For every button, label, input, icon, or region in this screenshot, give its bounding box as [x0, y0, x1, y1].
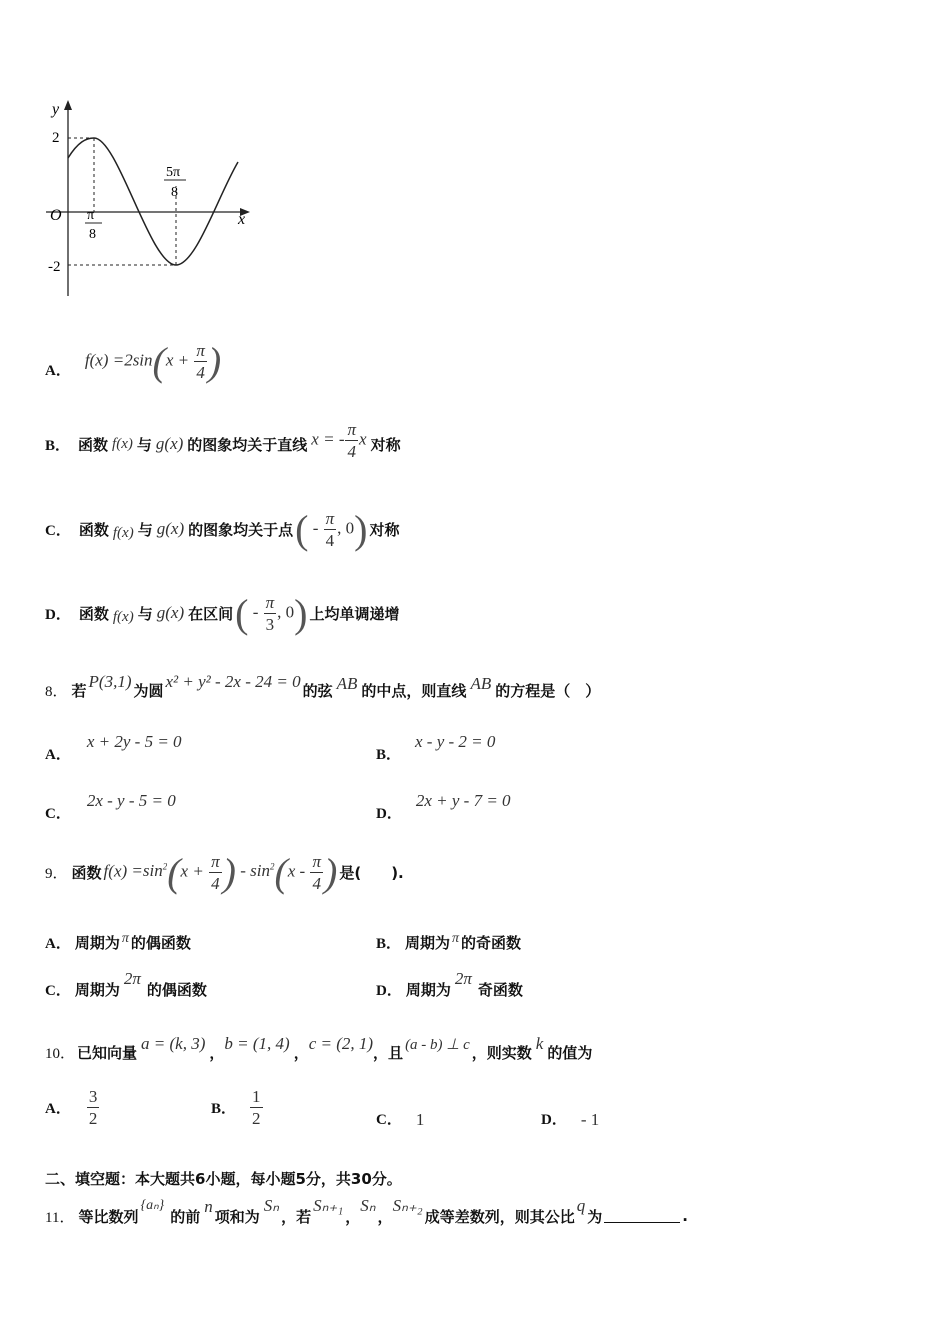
question-number: 8． [45, 683, 68, 700]
comma: ， [345, 1207, 361, 1226]
question-10 [45, 1030, 592, 1064]
f-x: f(x) [112, 608, 134, 625]
option-label: C． [45, 982, 71, 999]
option-expr: f(x) =2sin(x + $\frac{\pi}{4}$ ) [84, 338, 222, 384]
comma: ， [377, 1207, 393, 1226]
q8-option-c [45, 787, 176, 823]
origin-label: O [50, 207, 62, 224]
q10-option-d [541, 1106, 599, 1130]
question-text: 的方程是（ ） [495, 681, 601, 700]
option-label: D． [376, 805, 402, 822]
q9-option-b [376, 930, 521, 954]
line-equation: x = - $\frac{\pi}{4}$ x [311, 419, 367, 461]
xtick1-den: 8 [89, 227, 96, 242]
option-label: B． [376, 746, 402, 763]
option-label: B． [376, 935, 402, 952]
denominator: 2 [252, 1108, 261, 1128]
option-text: 函数 [78, 604, 109, 623]
max-label: 2 [52, 130, 60, 146]
question-text: 函数 [71, 863, 102, 882]
option-value: - 1 [580, 1110, 600, 1129]
f-x: f(x) [112, 435, 133, 452]
fraction-one-half [250, 1088, 263, 1127]
numerator: 3 [88, 1086, 98, 1106]
q7-option-c [45, 503, 400, 555]
point-p: P(3,1) [88, 672, 132, 691]
question-text: . [682, 1207, 688, 1225]
period-value: 2π [123, 969, 141, 988]
question-text: 项和为 [214, 1207, 260, 1226]
option-expr: 2x + y - 7 = 0 [415, 791, 511, 810]
option-text: 函数 [78, 520, 109, 539]
y-axis-arrow [64, 100, 72, 110]
question-text: 的弦 [302, 681, 333, 700]
answer-blank[interactable] [604, 1208, 680, 1223]
option-text: 的奇函数 [461, 933, 522, 952]
option-text: 奇函数 [477, 980, 523, 999]
option-text: 周期为 [74, 933, 120, 952]
variable-n: n [204, 1197, 213, 1216]
option-text: 的偶函数 [146, 980, 207, 999]
y-axis-label: y [52, 101, 60, 118]
question-text: 是( ). [339, 863, 404, 882]
question-text: 若 [71, 681, 87, 700]
q10-option-b [211, 1082, 264, 1132]
q8-option-b [376, 728, 495, 764]
option-text: 与 [137, 604, 153, 623]
option-label: C． [376, 1111, 402, 1128]
question-number: 11． [45, 1209, 75, 1226]
option-text: 函数 [78, 435, 109, 454]
option-label: A． [45, 935, 71, 952]
xtick2-num: 5π [166, 165, 181, 180]
perpendicular-condition: (a - b) ⊥ c [405, 1036, 470, 1053]
option-text: 的图象均关于点 [188, 520, 294, 539]
option-text: 对称 [369, 520, 400, 539]
period-value: 2π [454, 969, 472, 988]
question-text: 为圆 [133, 681, 164, 700]
option-expr: x - y - 2 = 0 [415, 732, 496, 751]
period-value: π [452, 931, 460, 946]
interval-expr: ( - $\frac{\pi}{3}$ , 0) [235, 590, 308, 636]
line-ab: AB [470, 674, 492, 693]
sum-sn-plus-1: Sₙ₊₁ [313, 1196, 344, 1215]
question-text: 已知向量 [77, 1043, 138, 1062]
comma: ， [293, 1043, 309, 1062]
question-text: ，且 [373, 1043, 404, 1062]
ratio-q: q [576, 1196, 586, 1215]
question-text: ，则实数 [471, 1043, 532, 1062]
sum-sn: Sₙ [263, 1196, 280, 1215]
q7-option-d [45, 587, 400, 639]
question-text: 的前 [170, 1207, 201, 1226]
vector-b: b = (1, 4) [224, 1034, 290, 1053]
q9-option-c [45, 966, 207, 1002]
option-text: 在区间 [188, 604, 234, 623]
question-text: 的值为 [547, 1043, 593, 1062]
q9-option-d [376, 966, 523, 1002]
circle-equation: x² + y² - 2x - 24 = 0 [165, 672, 301, 691]
function-expr: $f(x) =\sin^2(x$ + $\frac{\pi}{4}$ ) - $\sin^2(x$ - $\frac{\pi}{4}$ ) [103, 849, 338, 895]
option-text: 与 [136, 435, 152, 454]
question-number: 10． [45, 1045, 76, 1062]
xtick1-num: π [87, 208, 95, 223]
option-label: A． [45, 746, 71, 763]
chord-ab: AB [336, 674, 358, 693]
option-text: 周期为 [405, 980, 451, 999]
variable-k: k [535, 1034, 544, 1053]
option-text: 周期为 [405, 933, 451, 952]
question-11 [45, 1192, 688, 1228]
option-text: 的偶函数 [130, 933, 191, 952]
sequence-an: {aₙ} [140, 1197, 165, 1213]
question-9 [45, 846, 404, 898]
denominator: 2 [88, 1108, 98, 1128]
option-label: A． [45, 1100, 71, 1117]
q8-option-d [376, 787, 511, 823]
option-label: A． [45, 362, 71, 379]
question-8 [45, 672, 600, 708]
g-x: g(x) [155, 434, 184, 453]
option-text: 对称 [370, 435, 401, 454]
question-text: 为 [587, 1207, 603, 1226]
option-label: D． [45, 606, 71, 623]
question-number: 9． [45, 865, 68, 882]
option-label: B． [45, 437, 71, 454]
q9-option-a [45, 930, 191, 954]
option-text: 与 [137, 520, 153, 539]
x-axis-label: x [238, 211, 246, 228]
option-label: D． [541, 1111, 567, 1128]
xtick2-den: 8 [171, 185, 178, 200]
sine-graph [38, 96, 258, 306]
point-expr: ( - $\frac{\pi}{4}$ , 0) [295, 506, 368, 552]
option-label: D． [376, 982, 402, 999]
f-x: f(x) [112, 524, 134, 541]
numerator: 1 [252, 1086, 261, 1106]
option-label: B． [211, 1100, 237, 1117]
q10-option-c [376, 1106, 424, 1130]
q10-option-a [45, 1082, 100, 1132]
q7-option-a [45, 337, 221, 385]
vector-a: a = (k, 3) [141, 1034, 206, 1053]
option-value: 1 [415, 1110, 425, 1129]
option-expr: x + 2y - 5 = 0 [86, 732, 182, 751]
option-label: C． [45, 522, 71, 539]
vector-c: c = (2, 1) [308, 1034, 374, 1053]
period-value: π [121, 931, 129, 946]
sum-sn: Sₙ [360, 1196, 376, 1215]
g-x: g(x) [156, 519, 185, 538]
question-text: 成等差数列，则其公比 [424, 1207, 575, 1226]
comma: ， [209, 1043, 225, 1062]
option-text: 上均单调递增 [309, 604, 400, 623]
question-text: 的中点，则直线 [361, 681, 467, 700]
q8-option-a [45, 728, 182, 764]
q7-option-b [45, 420, 401, 468]
option-label: C． [45, 805, 71, 822]
option-expr: 2x - y - 5 = 0 [86, 791, 176, 810]
sum-sn-plus-2: Sₙ₊₂ [392, 1196, 423, 1215]
min-label: -2 [48, 259, 61, 275]
section-heading: 二、填空题：本大题共6小题，每小题5分，共30分。 [45, 1170, 402, 1188]
option-text: 的图象均关于直线 [187, 435, 308, 454]
option-text: 周期为 [74, 980, 120, 999]
question-text: 等比数列 [78, 1207, 139, 1226]
fraction-three-halves [87, 1088, 100, 1127]
g-x: g(x) [156, 603, 185, 622]
question-text: ，若 [281, 1207, 312, 1226]
